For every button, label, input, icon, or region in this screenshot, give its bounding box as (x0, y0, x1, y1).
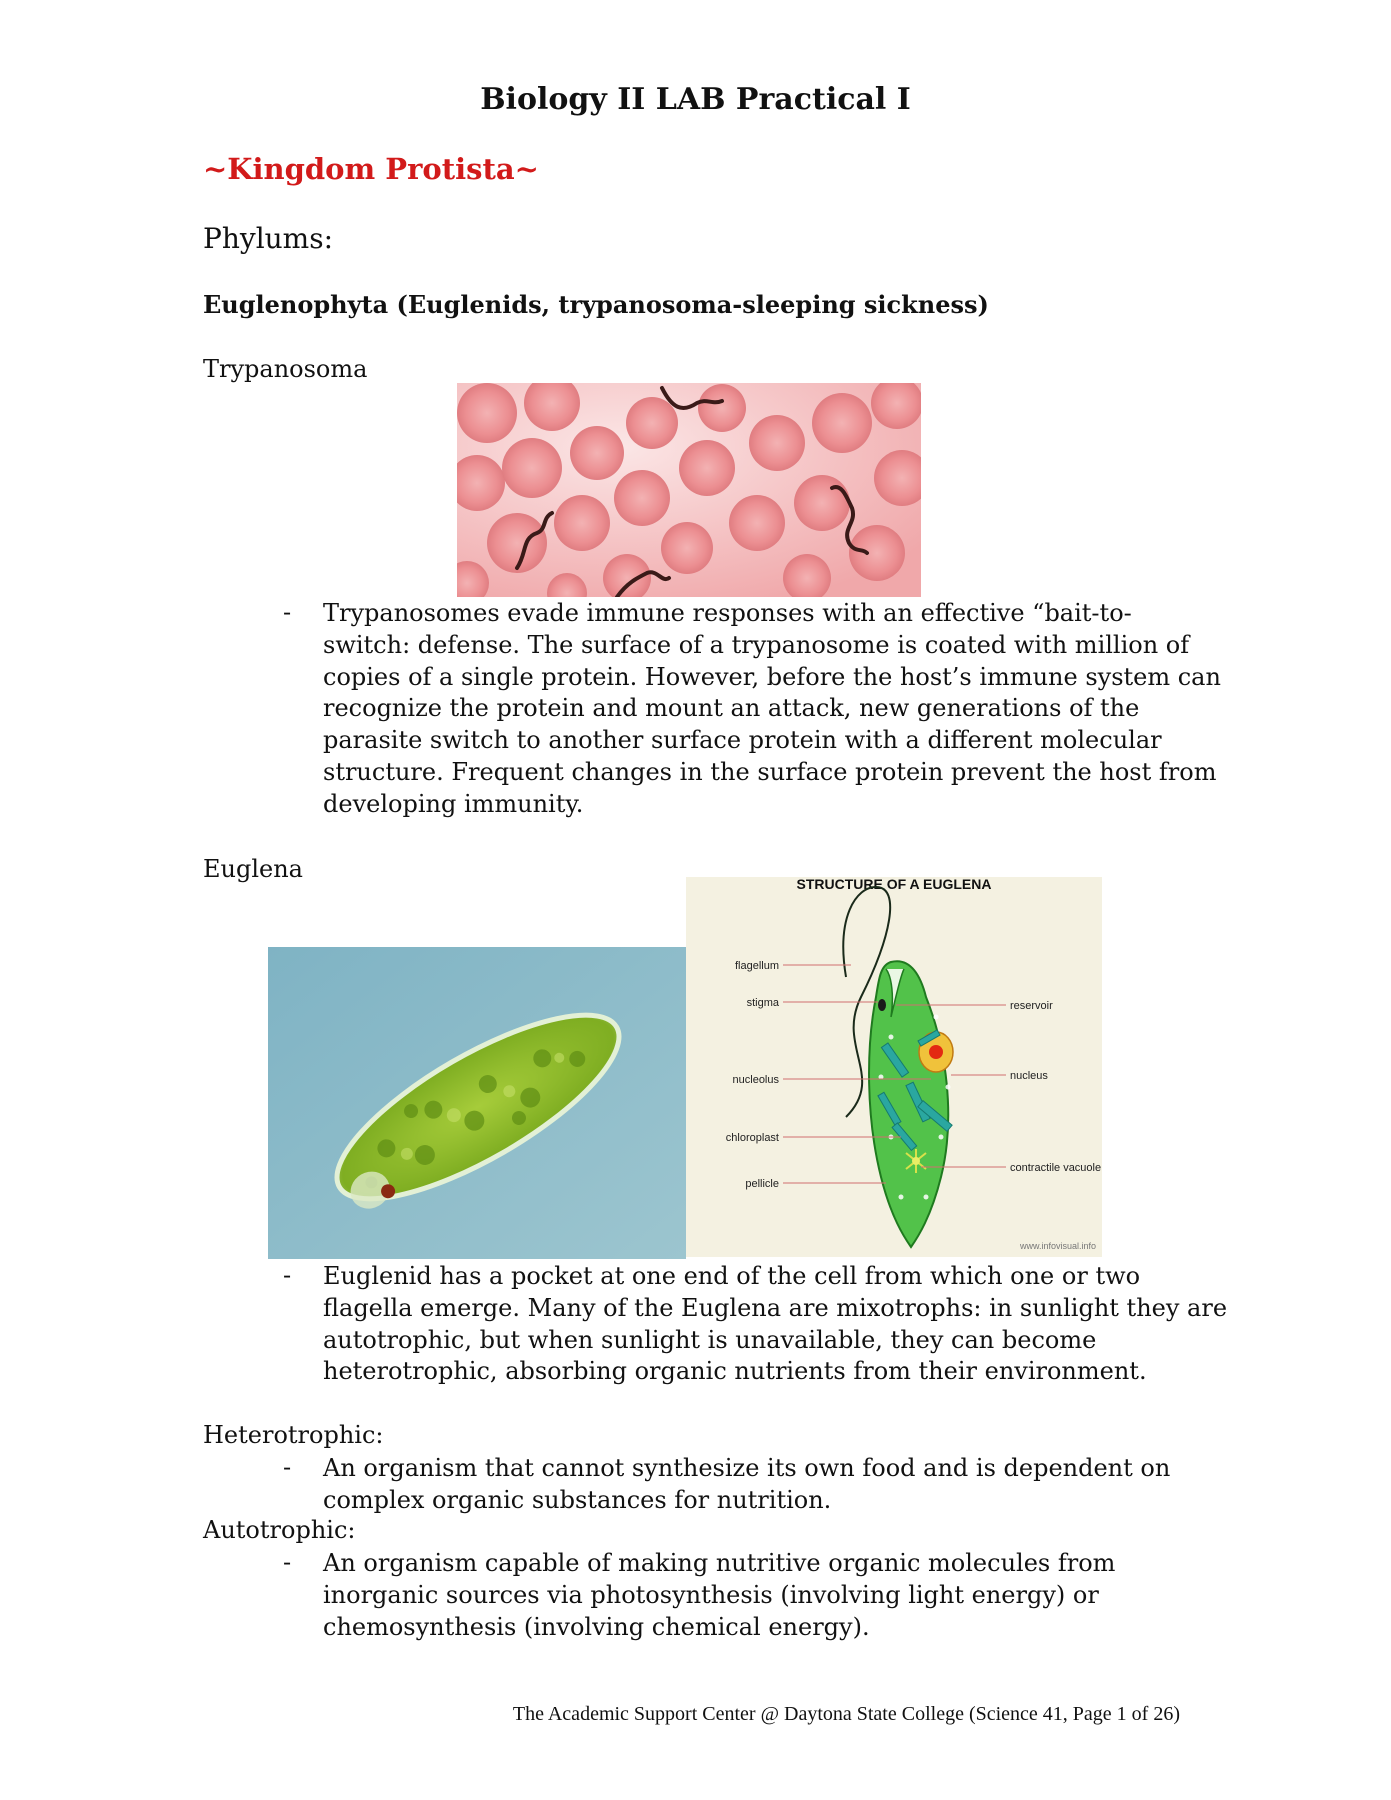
diagram-label: reservoir (1010, 1000, 1053, 1012)
phylum-heading: Euglenophyta (Euglenids, trypanosoma-sleeping sickness) (203, 290, 989, 319)
text-line: Euglenid has a pocket at one end of the cell from which one or two (323, 1262, 1141, 1290)
heterotrophic-label: Heterotrophic: (203, 1421, 384, 1449)
page-title: Biology II LAB Practical I (480, 82, 911, 117)
page-footer: The Academic Support Center @ Daytona State College (Science 41, Page 1 of 26) (512, 1703, 1180, 1725)
euglena-micrograph (268, 947, 686, 1259)
trypanosoma-label: Trypanosoma (203, 355, 368, 383)
bullet-dash: - (283, 1453, 292, 1481)
kingdom-heading: ~Kingdom Protista~ (203, 152, 539, 186)
diagram-label: chloroplast (725, 1132, 779, 1144)
diagram-label: nucleus (1010, 1070, 1048, 1082)
text-line: inorganic sources via photosynthesis (involving light energy) or (323, 1580, 1099, 1609)
text-line: chemosynthesis (involving chemical energy). (323, 1612, 870, 1641)
text-line: complex organic substances for nutrition. (323, 1485, 832, 1514)
text-line: An organism capable of making nutritive organic molecules from (323, 1549, 1116, 1577)
text-line: parasite switch to another surface protein with a different molecular (323, 726, 1162, 755)
bullet-dash: - (283, 1261, 292, 1289)
diagram-label: contractile vacuole (1010, 1162, 1102, 1174)
diagram-label: flagellum (734, 960, 779, 972)
diagram-credit: www.infovisual.info (1019, 1241, 1096, 1251)
text-line: copies of a single protein. However, before the host’s immune system can (323, 662, 1221, 691)
autotrophic-label: Autotrophic: (203, 1516, 356, 1544)
euglena-structure-diagram (686, 877, 1102, 1257)
text-line: recognize the protein and mount an attack, new generations of the (323, 694, 1140, 723)
text-line: Trypanosomes evade immune responses with an effective “bait-to- (323, 599, 1132, 627)
bullet-dash: - (283, 598, 292, 626)
text-line: developing immunity. (323, 789, 584, 818)
text-line: switch: defense. The surface of a trypanosome is coated with million of (323, 630, 1190, 659)
euglena-label: Euglena (203, 855, 303, 883)
text-line: heterotrophic, absorbing organic nutrients from their environment. (323, 1357, 1147, 1386)
autotrophic-definition (323, 1548, 1115, 1643)
text-line: An organism that cannot synthesize its own food and is dependent on (323, 1454, 1171, 1482)
trypanosoma-description (323, 598, 1221, 821)
trypanosoma-micrograph (457, 383, 921, 597)
text-line: autotrophic, but when sunlight is unavailable, they can become (323, 1325, 1097, 1354)
heterotrophic-definition (323, 1453, 1170, 1517)
phylums-label: Phylums: (203, 222, 334, 255)
diagram-label: pellicle (745, 1178, 779, 1190)
diagram-label: stigma (746, 997, 779, 1009)
text-line: structure. Frequent changes in the surface protein prevent the host from (323, 757, 1217, 786)
text-line: flagella emerge. Many of the Euglena are mixotrophs: in sunlight they are (323, 1293, 1228, 1322)
diagram-title: STRUCTURE OF A EUGLENA (796, 877, 992, 892)
euglena-description (323, 1261, 1227, 1388)
diagram-label: nucleolus (732, 1074, 779, 1086)
bullet-dash: - (283, 1548, 292, 1576)
